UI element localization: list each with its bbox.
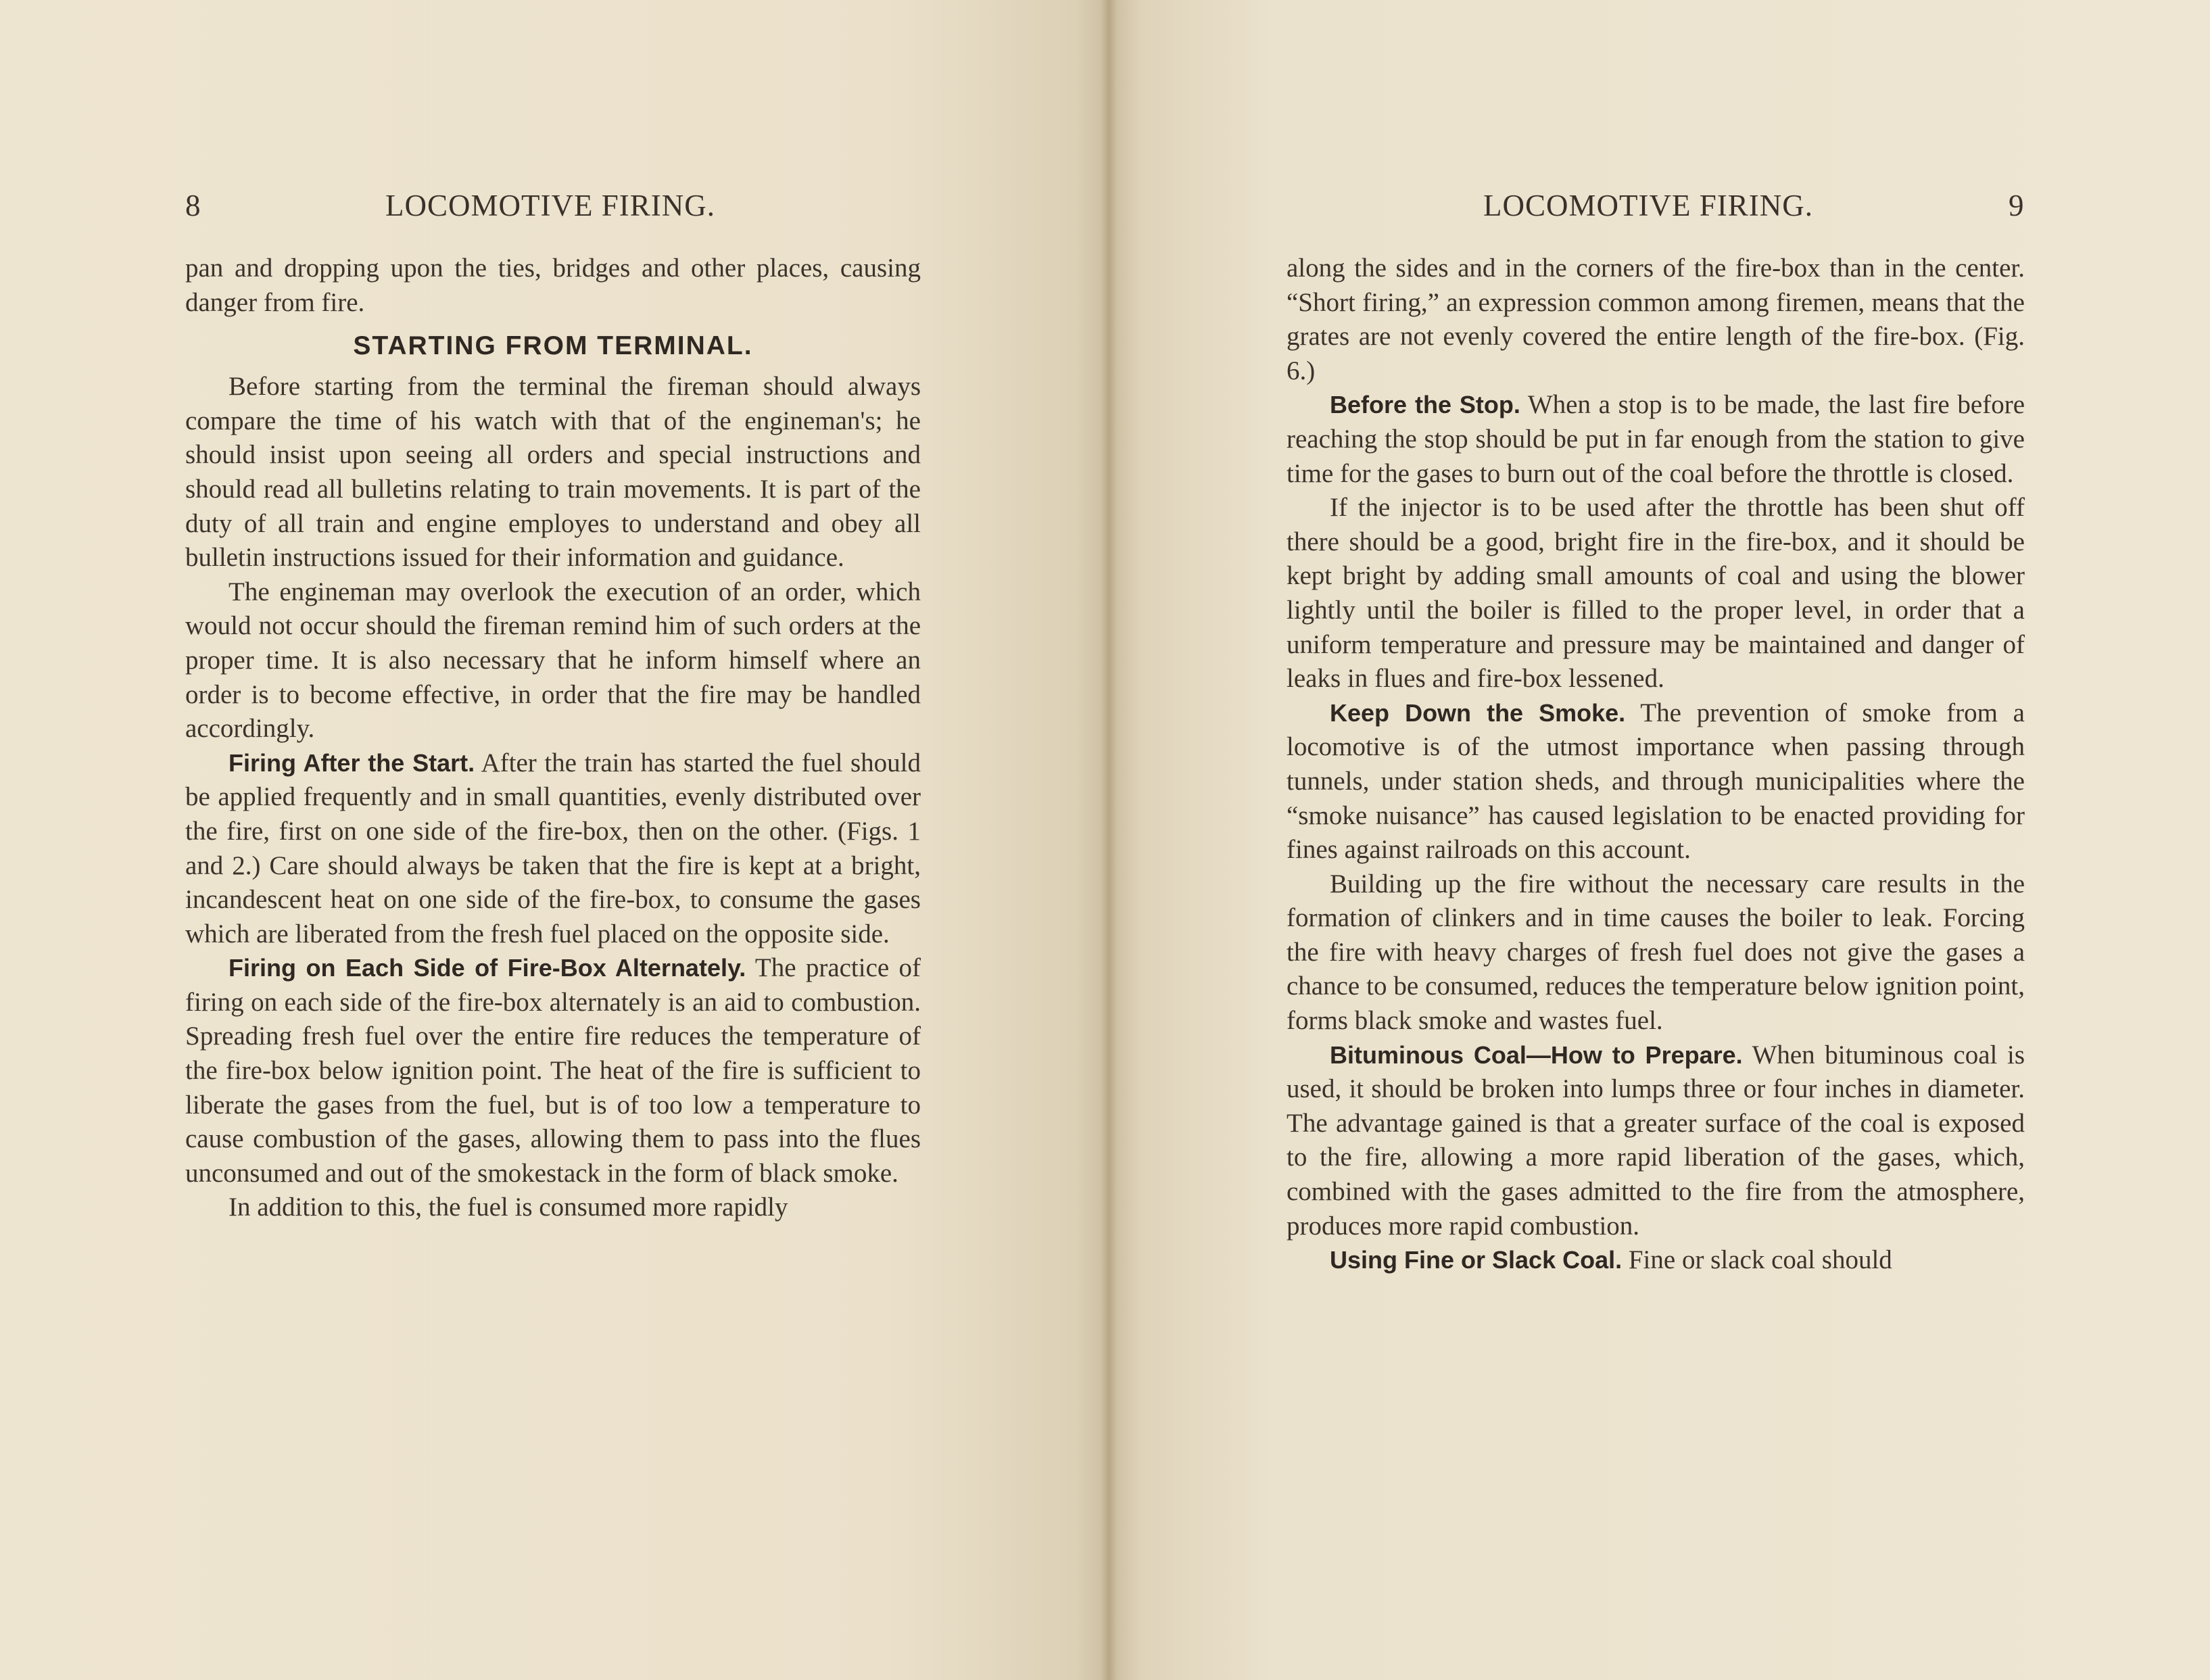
left-page-body [185,251,921,1225]
right-page-header [1287,188,2025,229]
paragraph: Keep Down the Smoke. The prevention of smoke from a locomotive is of the utmost importance when passing through tunnels, under station sheds, and through municipalities where the “smoke nuisance” has caused legislation to be enacted providing for fines against railroads on this account. [1287,698,2025,865]
run-in-heading: Keep Down the Smoke. [1330,698,1626,727]
paragraph: along the sides and in the corners of the fire-box than in the center. “Short firing,” an expression common among firemen, means that the grates are not evenly covered the entire length of the fire-box. (Fig. 6.) [1287,254,2025,385]
paragraph: Bituminous Coal—How to Prepare. When bituminous coal is used, it should be broken into lumps three or four inches in diameter. The advantage gained is that a greater surface of the coal is exposed to the fire, allowing a more rapid liberation of the gases, which, combined with the gases admitted to the fire from the atmosphere, produces more rapid combustion. [1287,1040,2025,1241]
paragraph: If the injector is to be used after the throttle has been shut off there should be a good, bright fire in the fire-box, and it should be kept bright by adding small amounts of coal and using the blower lightly until the boiler is filled to the proper level, in order that a uniform temperature and pressure may be maintained and danger of leaks in flues and fire-box lessened. [1287,493,2025,694]
paragraph: pan and dropping upon the ties, bridges and other places, causing danger from fire. [185,254,921,317]
running-head: LOCOMOTIVE FIRING. [385,189,715,222]
run-in-heading: Bituminous Coal—How to Prepare. [1330,1040,1743,1069]
left-page-header [185,188,921,229]
paragraph: Before the Stop. When a stop is to be made, the last fire before reaching the stop should be put in far enough from the station to give time for the gases to burn out of the coal before the throttle is closed. [1287,390,2025,488]
paragraph: Building up the fire without the necessary care results in the formation of clinkers and in time causes the boiler to leak. Forcing the fire with heavy charges of fresh fuel does not give the gases a chance to be consumed, reduces the temperature below ignition point, forms black smoke and wastes fuel. [1287,869,2025,1036]
right-page-body [1287,251,2025,1278]
paragraph: Using Fine or Slack Coal. Fine or slack coal should [1330,1245,1892,1275]
book-gutter [1101,0,1117,1680]
run-in-heading: Before the Stop. [1330,391,1520,419]
section-heading: STARTING FROM TERMINAL. [353,331,753,361]
run-in-heading: Firing on Each Side of Fire-Box Alternately. [229,954,746,982]
paragraph: The engineman may overlook the execution of an order, which would not occur should the fireman remind him of such orders at the proper time. It is also necessary that he inform himself where an order is to become effective, in order that the fire may be handled accordingly. [185,577,921,744]
paragraph: Firing After the Start. After the train has started the fuel should be applied frequently and in small quantities, evenly distributed over the fire, first on one side of the fire-box, then on the other. (Figs. 1 and 2.) Care should always be taken that the fire is kept at a bright, incandescent heat on one side of the fire-box, to consume the gases which are liberated from the fresh fuel placed on the opposite side. [185,748,921,949]
run-in-heading: Using Fine or Slack Coal. [1330,1246,1623,1274]
page-number: 8 [185,189,201,222]
paragraph: Firing on Each Side of Fire-Box Alternately. The practice of firing on each side of the fire-box alternately is an aid to combustion. Spreading fresh fuel over the entire fire reduces the temperature of the fire-box below ignition point. The heat of the fire is sufficient to liberate the gases from the fuel, but is of too low a temperature to cause combustion of the gases, allowing them to pass into the flues unconsumed and out of the smokestack in the form of black smoke. [185,953,921,1188]
paragraph: Before starting from the terminal the fireman should always compare the time of his watch with that of the engineman's; he should insist upon seeing all orders and special instructions and should read all bulletins relating to train movements. It is part of the duty of all train and engine employes to understand and obey all bulletin instructions issued for their information and guidance. [185,372,921,573]
paragraph: In addition to this, the fuel is consumed more rapidly [229,1193,788,1222]
run-in-heading: Firing After the Start. [229,748,475,777]
running-head: LOCOMOTIVE FIRING. [1483,189,1813,222]
page-number: 9 [2009,189,2025,222]
